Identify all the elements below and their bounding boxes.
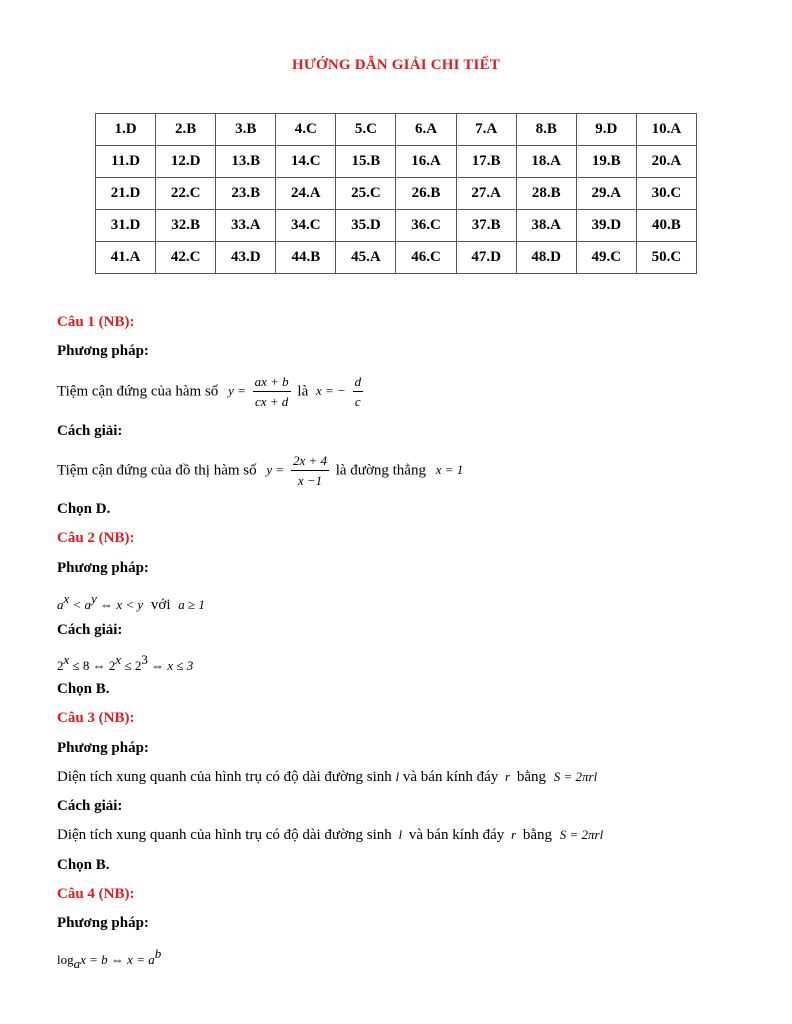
answer-cell: 48.D: [516, 242, 576, 274]
q1-solution-mid: là đường thẳng: [335, 462, 426, 479]
answer-cell: 37.B: [456, 210, 516, 242]
answer-cell: 35.D: [336, 210, 396, 242]
q4-method-part1: x = b ⇔ x = a: [80, 952, 155, 967]
answer-cell: 1.D: [96, 114, 156, 146]
q3-solution-l: l: [398, 827, 403, 842]
answer-cell: 31.D: [96, 210, 156, 242]
answer-cell: 5.C: [336, 114, 396, 146]
answer-cell: 32.B: [156, 210, 216, 242]
q2-solution-line: [57, 652, 193, 675]
q4-heading: Câu 4 (NB):: [57, 886, 135, 902]
q3-choice: Chọn B.: [57, 857, 110, 873]
q1-method-lhs: y =: [228, 383, 246, 399]
answer-cell: 15.B: [336, 146, 396, 178]
q1-solution-text: Tiệm cận đứng của đồ thị hàm số: [57, 462, 257, 479]
answer-cell: 21.D: [96, 178, 156, 210]
q2-solution-exp3: 3: [141, 652, 148, 667]
answer-cell: 23.B: [216, 178, 276, 210]
answer-cell: 36.C: [396, 210, 456, 242]
q1-method-label: Phương pháp:: [57, 343, 149, 359]
q3-solution-text1: Diện tích xung quanh của hình trụ có độ dài đường sinh: [57, 827, 392, 843]
q3-method-r: r: [505, 769, 511, 784]
q2-heading: Câu 2 (NB):: [57, 530, 135, 546]
q3-solution-text3: bằng: [522, 827, 553, 843]
answer-cell: 6.A: [396, 114, 456, 146]
answer-row: [96, 146, 697, 178]
answer-cell: 26.B: [396, 178, 456, 210]
answer-cell: 22.C: [156, 178, 216, 210]
q1-solution-line: [57, 453, 463, 489]
q3-method-line: [57, 769, 597, 786]
q1-solution-label: Cách giải:: [57, 423, 123, 439]
q2-method-exp-x: x: [63, 591, 70, 606]
q2-method-line: [57, 591, 205, 614]
q4-method-exp: b: [154, 946, 162, 961]
q2-method-lt: < a: [69, 597, 92, 612]
answer-cell: 3.B: [216, 114, 276, 146]
q3-solution-formula: S = 2πrl: [559, 827, 604, 842]
q1-choice: Chọn D.: [57, 501, 111, 517]
answer-row: [96, 114, 697, 146]
answer-cell: 25.C: [336, 178, 396, 210]
answer-cell: 45.A: [336, 242, 396, 274]
answer-cell: 30.C: [636, 178, 696, 210]
q2-method-a: a: [57, 597, 64, 612]
q1-method-line: [57, 374, 366, 410]
q4-method-label: Phương pháp:: [57, 915, 149, 931]
q3-method-text3: bằng: [516, 769, 547, 785]
q3-method-label: Phương pháp:: [57, 740, 149, 756]
q4-method-base: a: [73, 956, 81, 971]
q3-solution-line: [57, 827, 603, 844]
q1-method-denominator: cx + d: [254, 394, 289, 409]
answer-cell: 40.B: [636, 210, 696, 242]
q1-method-rhs-numerator: d: [353, 374, 364, 392]
answer-cell: 2.B: [156, 114, 216, 146]
q1-solution-denominator: x −1: [297, 473, 323, 488]
q1-method-fraction: [253, 374, 291, 410]
answer-cell: 50.C: [636, 242, 696, 274]
answer-cell: 11.D: [96, 146, 156, 178]
answer-cell: 24.A: [276, 178, 336, 210]
q2-method-rest: ⇔ x < y: [96, 597, 144, 612]
answer-cell: 18.A: [516, 146, 576, 178]
q1-solution-fraction: [291, 453, 329, 489]
answer-cell: 13.B: [216, 146, 276, 178]
answer-cell: 19.B: [576, 146, 636, 178]
q3-method-l: l: [395, 769, 400, 784]
answer-row: [96, 242, 697, 274]
q2-solution-base: 2: [57, 658, 64, 673]
answer-cell: 4.C: [276, 114, 336, 146]
answer-cell: 44.B: [276, 242, 336, 274]
answer-cell: 12.D: [156, 146, 216, 178]
answer-cell: 43.D: [216, 242, 276, 274]
q2-solution-part2: ≤ 2: [121, 658, 142, 673]
q3-method-text1: Diện tích xung quanh của hình trụ có độ dài đường sinh: [57, 769, 392, 785]
q1-method-rhs: x = −: [315, 383, 346, 399]
q2-solution-part3: ⇔ x ≤ 3: [147, 658, 194, 673]
q3-method-formula: S = 2πrl: [553, 769, 598, 784]
answer-cell: 49.C: [576, 242, 636, 274]
q2-method-cond: a ≥ 1: [178, 597, 205, 612]
q1-method-numerator: ax + b: [253, 374, 291, 392]
answer-cell: 20.A: [636, 146, 696, 178]
q2-choice: Chọn B.: [57, 681, 110, 697]
q2-method-exp-y: y: [91, 591, 97, 606]
q1-method-rhs-fraction: [353, 374, 364, 410]
answer-cell: 29.A: [576, 178, 636, 210]
answer-cell: 47.D: [456, 242, 516, 274]
q3-solution-label: Cách giải:: [57, 798, 123, 814]
answer-cell: 34.C: [276, 210, 336, 242]
q1-method-text: Tiệm cận đứng của hàm số: [57, 383, 219, 400]
q3-solution-r: r: [511, 827, 517, 842]
q1-solution-lhs: y =: [266, 462, 285, 478]
q3-solution-text2: và bán kính đáy: [408, 827, 505, 843]
answer-row: [96, 210, 697, 242]
answer-cell: 17.B: [456, 146, 516, 178]
answer-cell: 27.A: [456, 178, 516, 210]
q2-solution-label: Cách giải:: [57, 622, 123, 638]
answer-row: [96, 178, 697, 210]
answer-cell: 7.A: [456, 114, 516, 146]
answer-cell: 46.C: [396, 242, 456, 274]
answer-cell: 10.A: [636, 114, 696, 146]
answer-cell: 33.A: [216, 210, 276, 242]
q2-solution-exp2: x: [115, 652, 122, 667]
answer-cell: 38.A: [516, 210, 576, 242]
q2-solution-part1: ≤ 8 ⇔ 2: [69, 658, 116, 673]
answer-cell: 14.C: [276, 146, 336, 178]
answer-cell: 8.B: [516, 114, 576, 146]
q3-heading: Câu 3 (NB):: [57, 710, 135, 726]
q4-method-line: [57, 946, 161, 972]
q1-method-mid: là: [297, 383, 309, 400]
answer-cell: 42.C: [156, 242, 216, 274]
answer-cell: 9.D: [576, 114, 636, 146]
q2-method-label: Phương pháp:: [57, 560, 149, 576]
q2-solution-exp1: x: [63, 652, 70, 667]
answer-cell: 28.B: [516, 178, 576, 210]
answer-cell: 16.A: [396, 146, 456, 178]
q2-method-word: với: [150, 597, 171, 613]
answer-cell: 41.A: [96, 242, 156, 274]
q1-solution-numerator: 2x + 4: [291, 453, 329, 471]
answer-table: [95, 113, 697, 274]
q3-method-text2: và bán kính đáy: [402, 769, 499, 785]
page-title: HƯỚNG DẪN GIẢI CHI TIẾT: [292, 57, 500, 73]
q1-solution-rhs: x = 1: [435, 462, 464, 478]
q1-method-rhs-denominator: c: [354, 394, 361, 409]
q1-heading: Câu 1 (NB):: [57, 314, 135, 330]
q4-method-log: log: [57, 952, 74, 967]
answer-cell: 39.D: [576, 210, 636, 242]
